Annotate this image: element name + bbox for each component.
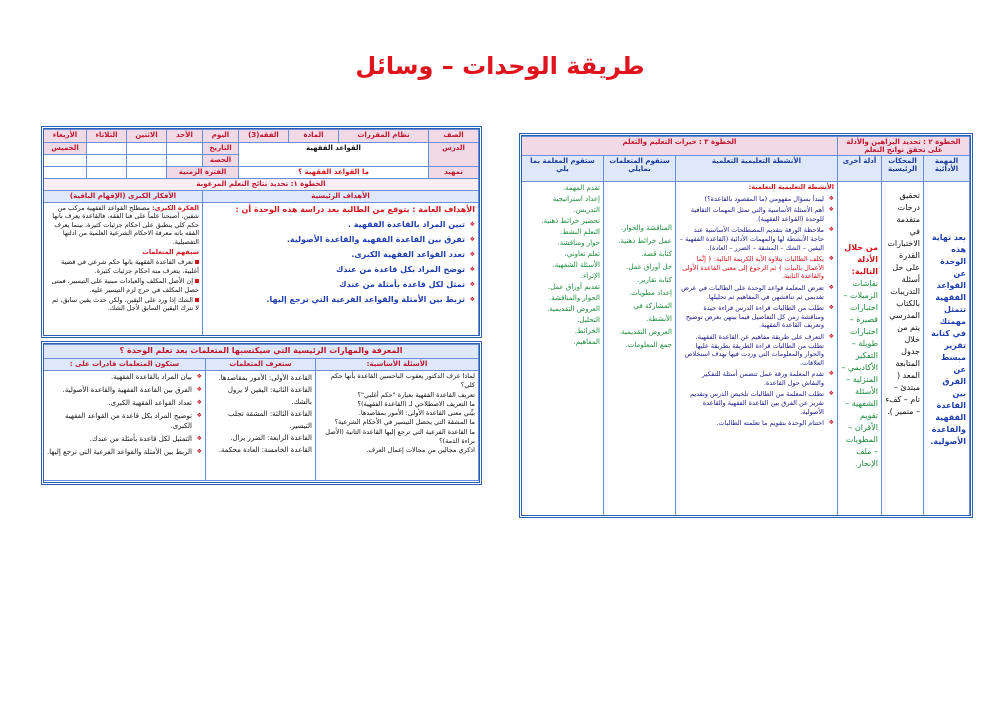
day-wed: الأربعاء (44, 130, 87, 143)
list-item: ❖ الربط بين الأمثلة والقواعد الفرعية التي ترجع إليها. (47, 447, 192, 457)
activities-list (679, 195, 834, 428)
list-item: اذكري مجالين من مجالات إعمال العرف. (366, 446, 475, 455)
list-item: ❖ أهم الأسئلة الأساسية والتي تمثل المهمات الثقافية للوحدة (القواعد الفقهية). (679, 206, 824, 223)
list-item: حل أوراق عمل. (626, 263, 672, 271)
list-item: ❖ تمثل لكل قاعدة بأمثلة من عندك (206, 279, 465, 291)
list-item: المناقشة والحوار. (620, 224, 672, 232)
date-label: التاريخ (203, 143, 239, 155)
list-item: تعلم تعاوني. (564, 250, 600, 258)
day-mon: الاثنين (127, 130, 167, 143)
list-item: ❖ التمثيل لكل قاعدة بأمثلة من عندك. (47, 434, 192, 444)
list-item: الخرائط. (574, 327, 600, 335)
list-item: القاعدة الثانية: اليقين لا يزول بالشك. (227, 386, 312, 406)
list-item: ❖ اختتام الوحدة بتقويم ما تعلمته الطالبات. (679, 419, 824, 428)
list-item: الإثراء. (580, 272, 600, 280)
list-item: تقدم المهمة. (562, 184, 600, 192)
list-item: إن الأصل المكلف والعبادات مبنية على التيسير، فمتى حصل المكلف في حرج لزم التيسير عليه. (51, 277, 199, 294)
list-item: تعريف القاعدة الفقهية بعبارة "حكم أغلبي"؟ (357, 390, 475, 399)
list-item: الحوار والمناقشة. (548, 294, 600, 302)
col-evidence: أدلة أخرى (837, 156, 881, 182)
goals-intro: الأهداف العامة : يتوقع من الطالبة بعد دراسة هذه الوحدة أن : (235, 205, 475, 214)
list-item: الأسئلة الشفهية. (552, 261, 600, 269)
time-label: الفترة الزمنية (167, 167, 239, 179)
evidence-text: نقاشات الزميلات – اختبارات قصيرة – اختبارات طويلة – التفكير الأكاديمي – المنزلية – الأسئلة الشفهية – تقويم الأقران – المطويات – ملف الإنجاز. (841, 279, 878, 468)
list-item: ما المشقة التي يحصل التيسير في الأحكام الشرعية؟ (334, 418, 475, 427)
list-item: القاعدة الثالثة: المشقة تجلب التيسير. (228, 410, 312, 430)
list-item: ❖ تعرض المعلمة قواعد الوحدة على الطالبات في عرض تقديمي ثم تناقشهن في المفاهيم ثم تحليلها. (679, 284, 824, 301)
list-item: ❖ تطلب المعلمة من الطالبات تلخيص الدرس وتقديم تقرير عن الفرق بين القاعدة الفقهية والقاعدة الأصولية. (679, 390, 824, 416)
list-item: ❖ تقدم المعلمة ورقة عمل تتضمن أسئلة للتفكير والنقاش حول القاعدة. (679, 370, 824, 387)
evidence-title: من خلال الأدلة التالية: (844, 243, 878, 276)
col-main-goals: الأهداف الرئيسية (203, 191, 479, 203)
list-item: كتابة تقارير. (637, 276, 672, 284)
col-questions: الأسئلة الأساسية: (316, 359, 479, 371)
course-label: الفقه(3) (239, 130, 289, 143)
col-students: ستقوم المتعلمات بمايلي (603, 156, 675, 182)
list-item: حوار ومناقشة. (557, 239, 600, 247)
col-teacher: ستقوم المعلمة بما يلي (521, 156, 603, 182)
list-item: التعلم النشط. (559, 228, 600, 236)
bullet-icon (195, 260, 199, 264)
big-idea-label: الفكرة الكبرى: (152, 204, 199, 212)
list-item: إعداد استراتيجية التدريس. (552, 195, 600, 214)
big-idea-text: مصطلح القواعد الفقهية مركب من شقين، أصبحنا علماً على فنا الفقه، فالقاعدة يعرف بانها حكم كلي ينطبق على احكام جزئيات كثيرة، بينما يعرف الفقه بانه معرفة الاحكام الشرعية العلمية من ادلتها التفصيلية. (52, 204, 199, 246)
col-activities: الأنشطة التعليمية التعلمية (675, 156, 837, 182)
grade-label: الصف (429, 130, 479, 143)
col-big-ideas: الأفكار الكبرى (الإفهام الباقية) (44, 191, 203, 203)
list-item: ❖ ملاحظة الورقة بتقديم المصطلحات الأساسية عند حاجة الأنشطة لها والمهمات الأدائية (القاعدة الفقهية – اليقين – الشك – المشقة – الضرر – العادة). (679, 226, 824, 252)
list-item: القاعدة الأولى: الأمور بمقاصدها. (218, 374, 312, 382)
list-item: المفاهيم. (573, 338, 600, 346)
list-item: المشاركة في الأنشطة. (633, 302, 672, 323)
list-item: ❖ يكلف الطالبات بتلاوة الآية الكريمة التالية: ﴿ إنَّما الأعمال بالنيات ﴾ ثم الرجوع إلى معنى القاعدة الأولى والقاعدة الثانية. (679, 255, 824, 281)
performance-task: بعد نهاية هذه الوحدة عن القواعد الفقهية تتمثل مهمتك في كتابة تقرير مبسط عن الفرق بين القاعدة الفقهية والقاعدة الأصولية. (924, 182, 970, 519)
day-thu: الخميس (44, 143, 87, 155)
activities-title: الأنشطة التعليمية التعلمية: (748, 183, 834, 191)
list-item: ❖ تبين المراد بالقاعدة الفقهية . (206, 219, 465, 231)
steps-2-3-panel (519, 133, 973, 518)
bottom-title: المعرفة والمهارات الرئيسية التي سيكتسبها المتعلمات بعد تعلم الوحدة ؟ (43, 345, 478, 359)
list-item: لماذا عرف الدكتور يعقوب الباحسين القاعدة بأنها حكم كلي؟ (330, 372, 475, 390)
goals-list (206, 219, 475, 306)
knowledge-skills-panel (41, 341, 482, 485)
bullet-icon (195, 298, 199, 302)
list-item: التحليل. (577, 316, 600, 324)
list-item: العروض التقديمية. (619, 328, 672, 336)
lesson-label: الدرس (429, 143, 479, 167)
knowledge-table (43, 344, 479, 481)
period-label: الحصة (203, 155, 239, 167)
list-item: القاعدة الخامسة: العادة محكمة. (218, 446, 312, 454)
list-item: ❖ تطلب من الطالبات قراءة الدرس قراءة جيدة ومناقشة زمن كل التفاصيل فيما بينهن بغرض توضيح وتعريف القاعدة الفقهية. (679, 304, 824, 330)
list-item: كتابة قصة. (641, 250, 672, 258)
list-item: الشك إذا ورد على اليقين، ولكن حدث يقين سابق، ثم لا نترك اليقين السابق لأجل الشك. (52, 296, 199, 313)
list-item: العروض التقديمية. (547, 305, 600, 313)
list-item: ❖ ليبدأ بسؤال مفهومي (ما المقصود بالقاعدة؟) (679, 195, 824, 204)
lesson-value: القواعد الفقهية (239, 143, 429, 167)
criteria-text: تحقيق درجات متقدمة في الاختبارات القدرة على حل أسئلة التدريبات بالكتاب المدرسي يتم من خلال جدول المتابعة المعد ( مبتدئ – تام – كفء – متميز ). (882, 182, 924, 519)
list-item: ❖ تربط بين الأمثلة والقواعد الفرعية التي ترجع إليها. (206, 294, 465, 306)
list-item: ❖ توضح المراد بكل قاعدة من عندك (206, 264, 465, 276)
list-item: جمع المعلومات. (625, 341, 672, 349)
list-item: ❖ الفرق بين القاعدة الفقهية والقاعدة الأصولية. (47, 385, 192, 395)
step2-title: الخطوة ٢ : تحديد البراهين والأدلة على تحقق نواتج التعلم (837, 137, 969, 156)
step1-title: الخطوة ١: تحديد نتائج التعلم المرغوبة (44, 179, 479, 191)
list-item: ❖ التعرف على طريقة مفاهيم عن القاعدة الفقهية، تطلب من الطالبات قراءة الطريقة بطريقة عليها والحوار والمعلومات التي وردت فيها بهدف استخلاص العلاقات. (679, 333, 824, 367)
col-task: المهمة الأدائية (924, 156, 970, 182)
subject-label: المادة (289, 130, 339, 143)
list-item: تعرف القاعدة الفقهية بانها حكم شرعي في قضية أغلبية، يتعرف منه احكام جزئيات كثيرة. (61, 258, 199, 275)
list-item: ما التعريف الاصطلاحي لـ (القاعدة الفقهية)؟ (357, 399, 475, 408)
bullet-icon (195, 279, 199, 283)
step1-panel (41, 126, 482, 338)
col-knowledge: ستعرف المتعلمات (206, 359, 316, 371)
list-item: تقديم أوراق عمل. (547, 283, 600, 291)
col-criteria: المحكات الرئيسية (882, 156, 924, 182)
list-item: ❖ تفرق بين القاعدة الفقهية والقاعدة الأصولية. (206, 234, 465, 246)
list-item: إعداد مطويات. (628, 289, 672, 297)
skills-list (47, 372, 202, 457)
step3-title: الخطوة ٣ : خبرات التعليم والتعلم (521, 137, 837, 156)
steps-table (521, 136, 970, 518)
list-item: تحضير خرائط ذهنية. (541, 217, 600, 225)
list-item: ❖ بيان المراد بالقاعدة الفقهية. (47, 372, 192, 382)
list-item: ما القاعدة الفرعية التي ترجع إليها القاعدة الثانية (الأصل براءة الذمة)؟ (325, 427, 475, 446)
intro-value: ما القواعد الفقهية ؟ (239, 167, 429, 179)
col-skills: ستكون المتعلمات قادرات على : (43, 359, 205, 371)
understand-label: سيفهم المتعلمات (142, 248, 199, 257)
page-title: طريقة الوحدات – وسائل (355, 52, 645, 80)
list-item: بيِّني معنى القاعدة الأولى: الأمور بمقاصدها. (358, 409, 475, 418)
day-tue: الثلاثاء (87, 130, 127, 143)
list-item: عمل خرائط ذهنية. (618, 237, 672, 245)
system-name: نظام المقررات (339, 130, 429, 143)
list-item: ❖ توضيح المراد بكل قاعدة من القواعد الفقهية الكبرى. (47, 411, 192, 431)
day-label: اليوم (203, 130, 239, 143)
list-item: ❖ تعداد القواعد الفقهية الكبرى. (47, 398, 192, 408)
list-item: ❖ تعدد القواعد الفقهية الكبرى. (206, 249, 465, 261)
day-sun: الأحد (167, 130, 203, 143)
list-item: القاعدة الرابعة: الضرر يزال. (230, 434, 312, 442)
intro-label: تمهيد (429, 167, 479, 179)
header-table (43, 129, 479, 338)
